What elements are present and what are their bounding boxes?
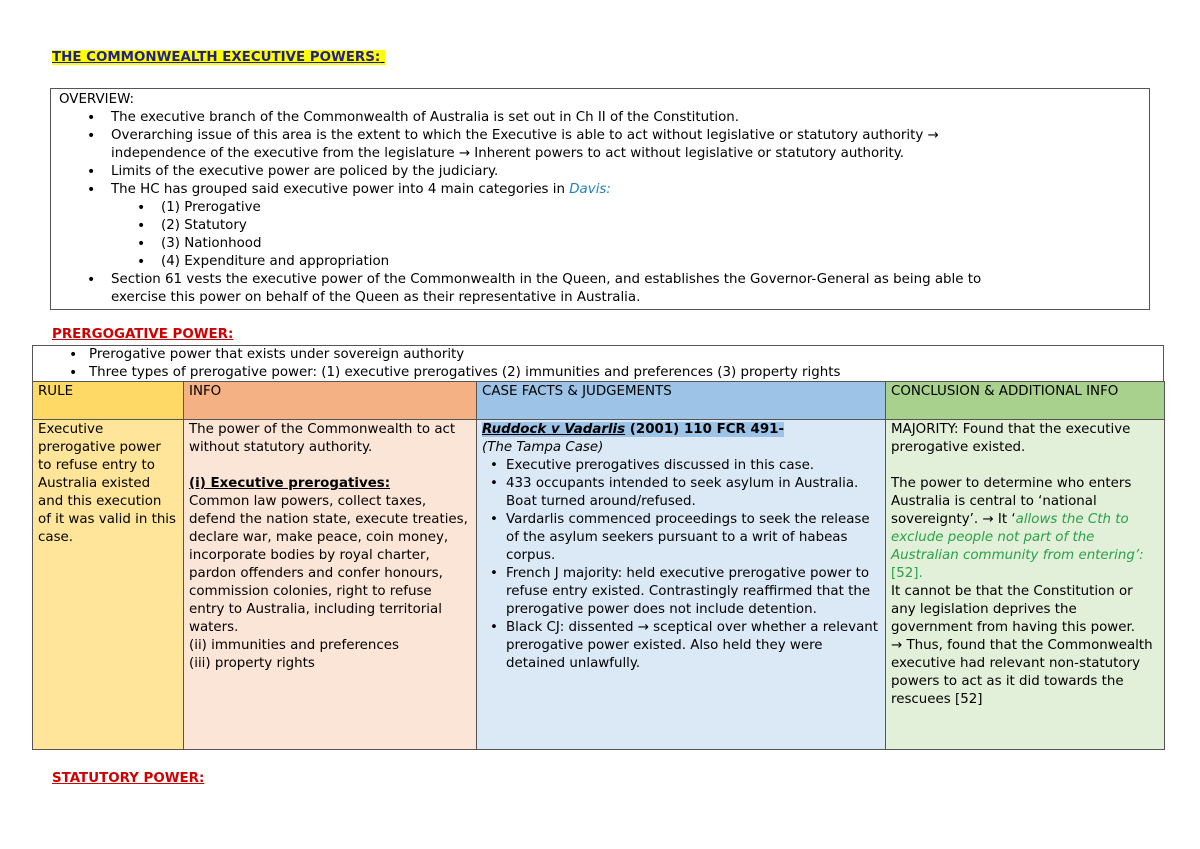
prerogative-bullet: • Prerogative power that exists under sovereign authority (33, 346, 1163, 364)
case-fact: • 433 occupants intended to seek asylum in Australia. Boat turned around/refused. (482, 475, 880, 511)
header-info: INFO (184, 382, 477, 420)
conclusion-cell (886, 420, 1165, 750)
case-fact: • Vardarlis commenced proceedings to seek the release of the asylum seekers pursuant to a writ of habeas corpus. (482, 511, 880, 565)
property-rights-text: (iii) property rights (189, 656, 315, 671)
exec-prerogatives-heading: (i) Executive prerogatives: (189, 476, 391, 491)
conclusion-majority: MAJORITY: Found that the executive prerogative existed. (891, 422, 1131, 455)
conclusion-quote: allows the Cth to exclude people not part of the Australian community from entering’: (891, 512, 1144, 563)
case-subtitle: (The Tampa Case) (482, 440, 604, 455)
info-cell (184, 420, 477, 750)
case-fact: • Black CJ: dissented → sceptical over whether a relevant prerogative power existed. Also held they were detained unlawfully. (482, 619, 880, 673)
category-item: • (2) Statutory (51, 217, 1149, 235)
overview-bullet: • The executive branch of the Commonwealth of Australia is set out in Ch II of the Constitution. (51, 109, 1149, 127)
header-conclusion: CONCLUSION & ADDITIONAL INFO (886, 382, 1165, 420)
conclusion-sovereignty: The power to determine who enters Australia is central to ‘national sovereignty’. → It ‘allows the Cth to exclude people not part of the Australian community from entering’: [52]. (891, 476, 1144, 581)
category-item: • (4) Expenditure and appropriation (51, 253, 1149, 271)
page-title: THE COMMONWEALTH EXECUTIVE POWERS: (52, 50, 385, 65)
info-intro: The power of the Commonwealth to act without statutory authority. (189, 422, 456, 455)
category-item: • (1) Prerogative (51, 199, 1149, 217)
category-item: • (3) Nationhood (51, 235, 1149, 253)
immunities-text: (ii) immunities and preferences (189, 638, 399, 653)
case-name: Ruddock v Vadarlis (482, 422, 626, 437)
prerogative-bullet: • Three types of prerogative power: (1) executive prerogatives (2) immunities and preferences (3) property rights (33, 364, 1163, 382)
case-fact: • Executive prerogatives discussed in this case. (482, 457, 880, 475)
case-reference-davis: Davis: (569, 182, 611, 197)
overview-bullet: • Overarching issue of this area is the extent to which the Executive is able to act without legislative or statutory authority → independence of the executive from the legislature → Inherent powers to act without legislative or statutory authority. (51, 127, 1149, 163)
prerogative-intro-box (32, 345, 1164, 383)
overview-bullet: • The HC has grouped said executive power into 4 main categories in Davis: (51, 181, 1149, 199)
case-citation: (2001) 110 FCR 491- (625, 422, 785, 437)
rule-cell: Executive prerogative power to refuse entry to Australia existed and this execution of it was valid in this case. (33, 420, 184, 750)
table-header-row (33, 382, 1165, 420)
overview-label: OVERVIEW: (59, 92, 135, 107)
overview-list (51, 109, 1149, 307)
table-row (33, 420, 1165, 750)
case-cell (477, 420, 886, 750)
conclusion-ref: [52]. (891, 566, 923, 581)
prerogative-heading: PRERGOGATIVE POWER: (52, 327, 234, 342)
conclusion-finding: → Thus, found that the Commonwealth executive had relevant non-statutory powers to act as it did towards the rescuees [52] (891, 638, 1153, 707)
case-title (482, 421, 880, 439)
header-case: CASE FACTS & JUDGEMENTS (477, 382, 886, 420)
case-fact: • French J majority: held executive prerogative power to refuse entry existed. Contrastingly reaffirmed that the prerogative power does not include detention. (482, 565, 880, 619)
overview-bullet: • Limits of the executive power are policed by the judiciary. (51, 163, 1149, 181)
conclusion-constitution: It cannot be that the Constitution or any legislation deprives the government from having this power. (891, 584, 1135, 635)
prerogative-table (32, 381, 1165, 750)
overview-bullet: • Section 61 vests the executive power of the Commonwealth in the Queen, and establishes the Governor-General as being able to exercise this power on behalf of the Queen as their representative in Australia. (51, 271, 1149, 307)
header-rule: RULE (33, 382, 184, 420)
overview-box (50, 88, 1150, 310)
exec-prerogatives-text: Common law powers, collect taxes, defend the nation state, execute treaties, declare war, make peace, coin money, incorporate bodies by royal charter, pardon offenders and confer honours, commission colonies, right to refuse entry to Australia, including territorial waters. (189, 494, 468, 635)
statutory-heading: STATUTORY POWER: (52, 771, 205, 786)
